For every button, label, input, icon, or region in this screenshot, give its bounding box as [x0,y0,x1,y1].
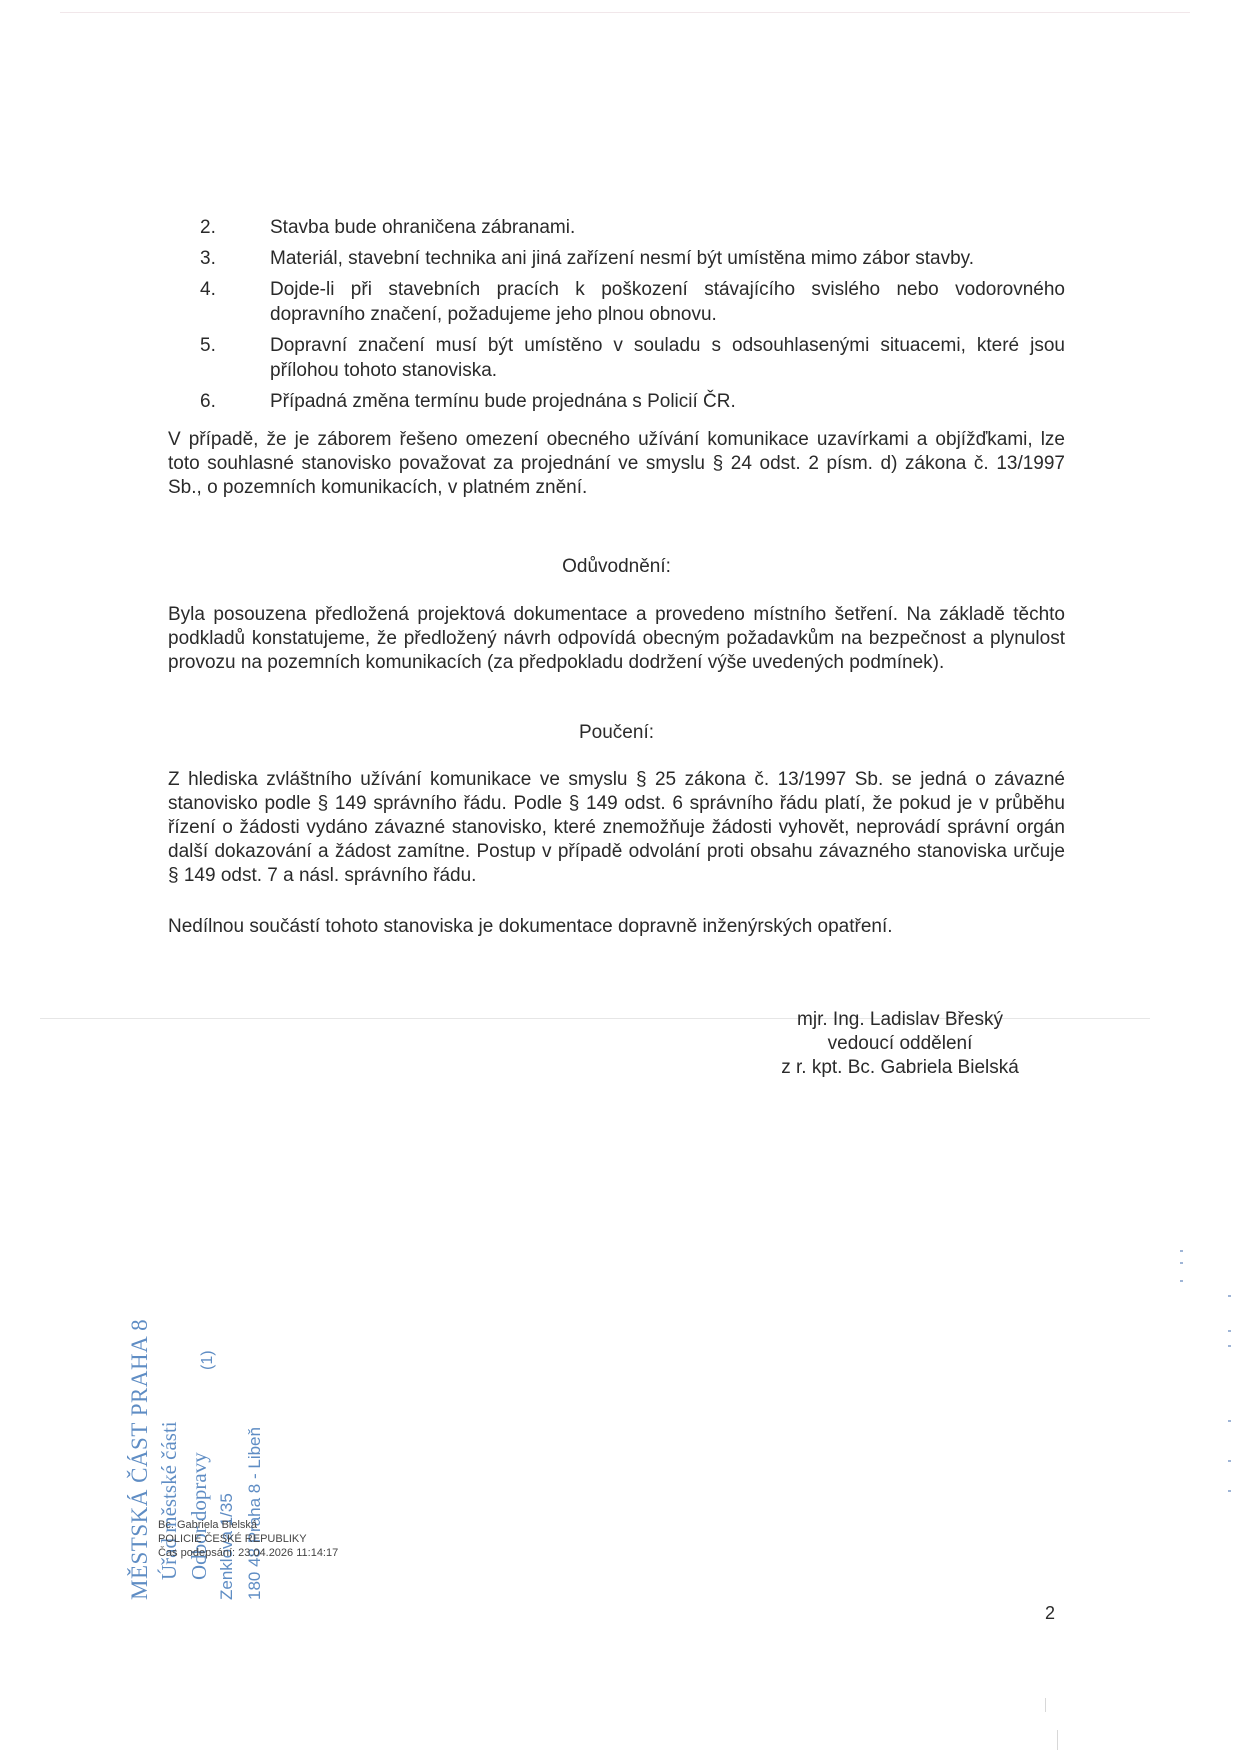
list-item [200,277,1065,327]
list-item-text: Dopravní značení musí být umístěno v souladu s odsouhlasenými situacemi, které jsou přílohou tohoto stanoviska. [270,335,1065,381]
signatory-on-behalf: z r. kpt. Bc. Gabriela Bielská [781,1057,1019,1078]
list-item-number: 4. [200,279,216,300]
reasoning-heading: Odůvodnění: [562,556,671,577]
top-edge-line [60,12,1190,13]
esig-name: Bc. Gabriela Bielská [158,1519,258,1531]
list-item-number: 2. [200,217,216,238]
list-item-text: Případná změna termínu bude projednána s Policií ČR. [270,391,736,412]
scan-mark [1045,1698,1046,1712]
list-item-text: Dojde-li při stavebních pracích k poškození stávajícího svislého nebo vodorovného dopravního značení, požadujeme jeho plnou obnovu. [270,279,1065,325]
list-item-number: 3. [200,248,216,269]
list-item-number: 6. [200,391,216,412]
esig-timestamp: Čas podepsání: 23.04.2026 11:14:17 [158,1547,339,1559]
attachment-paragraph: Nedílnou součástí tohoto stanoviska je dokumentace dopravně inženýrských opatření. [168,916,893,937]
esig-organization: POLICIE ČESKÉ REPUBLIKY [158,1533,307,1545]
list-item [200,333,1065,383]
signatory-name: mjr. Ing. Ladislav Břeský [797,1009,1003,1030]
list-item-text: Stavba bude ohraničena zábranami. [270,217,576,238]
instruction-heading: Poučení: [579,722,654,743]
signatory-role: vedoucí oddělení [827,1033,973,1054]
office-stamp [127,1318,347,1610]
stamp-line: 180 48 Praha 8 - Libeň [245,1427,264,1600]
stamp-line: MĚSTSKÁ ČÁST PRAHA 8 [127,1318,152,1600]
instruction-paragraph: Z hlediska zvláštního užívání komunikace ve smyslu § 25 zákona č. 13/1997 Sb. se jedná o závazné stanovisko podle § 149 správního řádu. Podle § 149 odst. 6 správního řádu platí, že pokud je v průběhu řízení o žádosti vydáno závazné stanovisko, které znemožňuje žádosti vyhovět, neprovádí správní orgán další dokazování a žádost zamítne. Postup v případě odvolání proti obsahu závazného stanoviska určuje § 149 odst. 7 a násl. správního řádu. [168,769,1065,886]
scan-mark [1057,1730,1058,1750]
signature-block [740,1008,1060,1080]
reasoning-paragraph: Byla posouzena předložená projektová dokumentace a provedeno místního šetření. Na základě těchto podkladů konstatujeme, že předložený návrh odpovídá obecným požadavkům na bezpečnost a plynulost provozu na pozemních komunikacích (za předpokladu dodržení výše uvedených podmínek). [168,604,1065,673]
closure-paragraph: V případě, že je záborem řešeno omezení obecného užívání komunikace uzavírkami a objížďkami, lze toto souhlasné stanovisko považovat za projednání ve smyslu § 24 odst. 2 písm. d) zákona č. 13/1997 Sb., o pozemních komunikacích, v platném znění. [168,429,1065,498]
stamp-number: (1) [199,1350,216,1370]
list-item-number: 5. [200,335,216,356]
list-item-text: Materiál, stavební technika ani jiná zařízení nesmí být umístěna mimo zábor stavby. [270,248,975,269]
stamp-line: Úřad městské části [157,1421,181,1580]
page-number: 2 [1045,1603,1056,1623]
conditions-list [200,215,1065,420]
stamp-line: Zenklova 1/35 [217,1493,236,1600]
electronic-signature [158,1518,338,1560]
stamp-line: Odbor dopravy [187,1452,211,1580]
list-item [200,215,1065,240]
list-item [200,246,1065,271]
list-item [200,389,1065,414]
